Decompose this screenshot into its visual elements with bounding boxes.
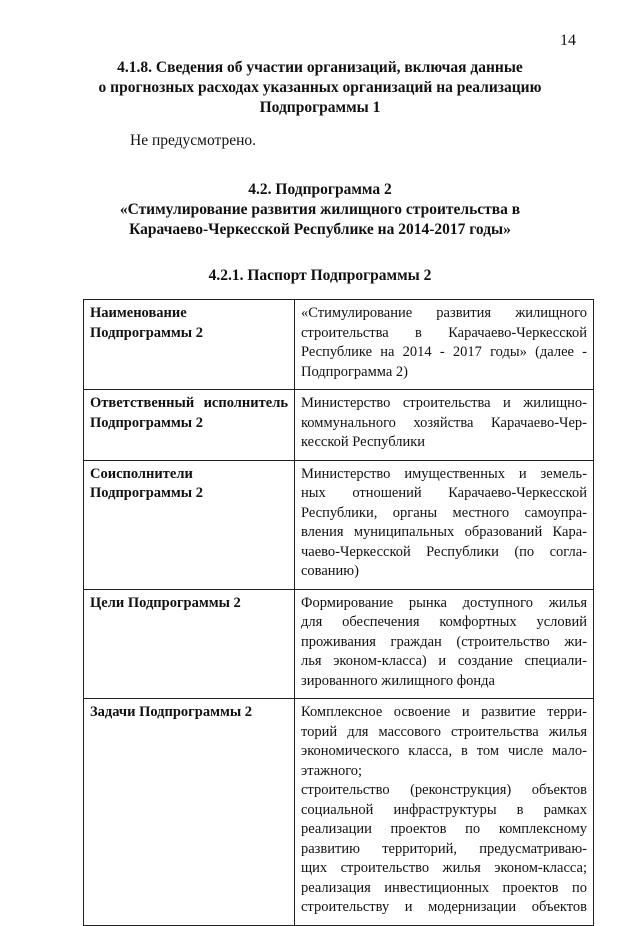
value-line: чаево-Черкесской Республики (по согла- [301,543,587,560]
value-line: щих строительство жилья эконом-класса; [301,860,587,876]
heading-line: «Стимулирование развития жилищного строительства в [119,201,521,218]
label-line: Задачи Подпрограммы 2 [90,704,253,720]
value-line: проживания граждан (строительство жи- [301,633,587,650]
value-line: вления муниципальных образований Кара- [301,524,587,540]
passport-row-value [295,589,594,699]
value-line: этажного; [301,762,363,779]
value-line: сованию) [301,563,359,579]
value-line: реализация инвестиционных проектов по [301,879,587,896]
passport-row-label [84,699,295,926]
value-line: ных отношений Карачаево-Черкесской [301,485,587,501]
passport-row [84,390,594,461]
label-line: Ответственный исполнитель [90,395,288,411]
page-number: 14 [560,32,576,49]
value-line: лья эконом-класса) и создание специали- [301,653,587,669]
passport-row-value [295,300,594,390]
heading-line: о прогнозных расходах указанных организаций на реализацию [98,79,542,96]
value-line: для обеспечения комфортных условий [301,614,587,630]
heading-line: 4.2. Подпрограмма 2 [248,181,392,198]
passport-row [84,300,594,390]
value-line: Комплексное освоение и развитие терри- [301,704,587,720]
heading-line: 4.1.8. Сведения об участии организаций, включая данные [117,59,523,76]
value-line: «Стимулирование развития жилищного [301,305,587,321]
value-line: Республике на 2014 - 2017 годы» (далее - [301,344,587,360]
label-line: Подпрограммы 2 [90,414,203,431]
passport-title: 4.2.1. Паспорт Подпрограммы 2 [208,267,432,284]
passport-row [84,460,594,589]
value-line: экономического класса, в том числе мало- [301,743,587,759]
value-line: строительству и модернизации объектов [301,899,587,915]
section-heading-4-2-1 [0,266,640,286]
heading-line: Карачаево-Черкесской Республике на 2014-2017 годы» [129,221,511,238]
section-heading-4-2 [0,180,640,240]
value-line: коммунального хозяйства Карачаево-Чер- [301,414,587,431]
passport-row-value [295,460,594,589]
value-line: торий для массового строительства жилья [301,723,587,740]
value-line: Подпрограмма 2) [301,363,408,380]
passport-table [83,299,594,926]
value-line: строительства в Карачаево-Черкесской [301,324,587,341]
not-provided-note: Не предусмотрено. [130,132,257,149]
value-line: кесской Республики [301,434,426,450]
heading-line: Подпрограммы 1 [259,99,381,116]
label-line: Подпрограммы 2 [90,485,203,501]
label-line: Подпрограммы 2 [90,324,203,341]
passport-row-label [84,589,295,699]
section-heading-4-1-8 [0,58,640,118]
label-line: Цели Подпрограммы 2 [90,594,241,611]
label-line: Соисполнители [90,465,193,482]
value-line: зированного жилищного фонда [301,672,495,689]
value-line: Министерство имущественных и земель- [301,465,587,482]
value-line: Республики, органы местного самоупра- [301,504,587,521]
value-line: Формирование рынка доступного жилья [301,594,587,611]
value-line: развитию территорий, предусматриваю- [301,840,587,857]
label-line: Наименование [90,305,187,321]
passport-row-label [84,390,295,461]
passport-row-value [295,699,594,926]
passport-row [84,699,594,926]
passport-row-label [84,300,295,390]
passport-row [84,589,594,699]
value-line: социальной инфраструктуры в рамках [301,801,587,818]
passport-row-label [84,460,295,589]
passport-row-value [295,390,594,461]
value-line: Министерство строительства и жилищно- [301,395,587,411]
value-line: строительство (реконструкция) объектов [301,782,587,798]
value-line: реализации проектов по комплексному [301,821,587,837]
